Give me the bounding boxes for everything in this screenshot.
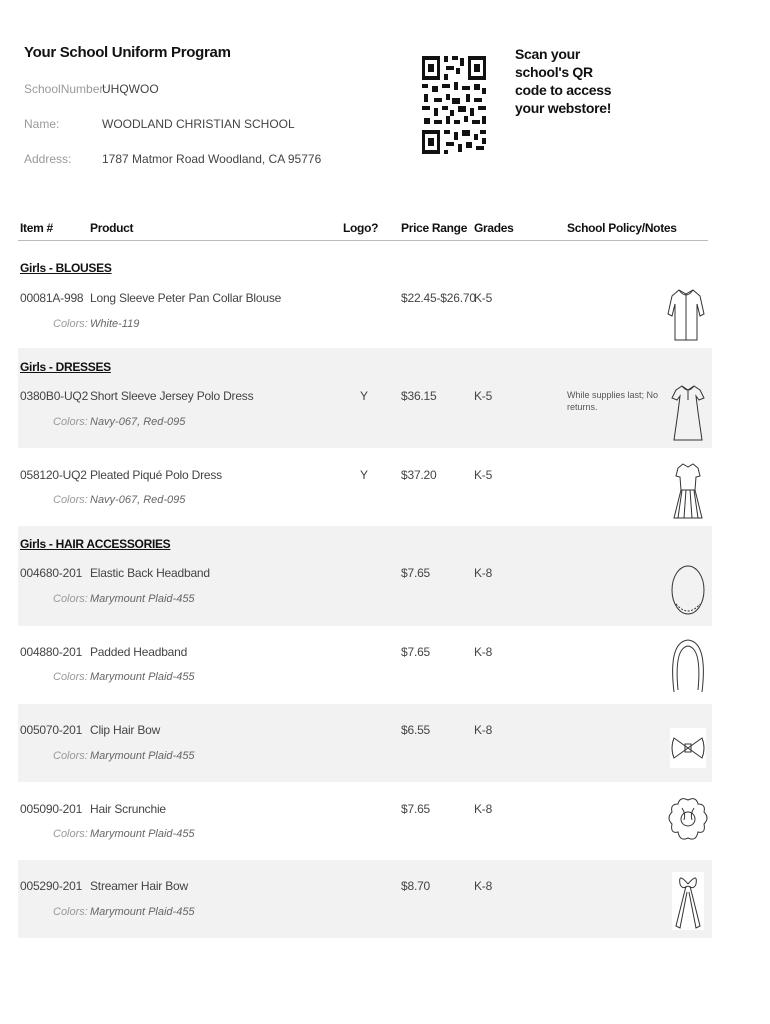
grades: K-8 (474, 802, 493, 816)
colors-value: Navy-067, Red-095 (90, 416, 186, 428)
item-number: 0380B0-UQ2 (20, 389, 89, 403)
colors-value: Marymount Plaid-455 (90, 593, 195, 605)
table-row (18, 280, 712, 348)
pleated-dress-icon (668, 460, 708, 522)
colors-label: Colors: (53, 318, 88, 330)
grades: K-5 (474, 291, 493, 305)
table-row (18, 448, 712, 526)
colors-label: Colors: (53, 416, 88, 428)
table-row (18, 860, 712, 938)
colors-label: Colors: (53, 593, 88, 605)
colors-value: White-119 (90, 318, 140, 330)
policy-note: While supplies last; No returns. (567, 390, 659, 412)
blouse-icon (666, 284, 706, 346)
product-name: Hair Scrunchie (90, 802, 166, 816)
item-number: 004680-201 (20, 566, 83, 580)
logo-flag: Y (360, 468, 368, 482)
grades: K-8 (474, 645, 493, 659)
item-number: 00081A-998 (20, 291, 84, 305)
grades: K-5 (474, 468, 493, 482)
hair-bow-icon (668, 716, 708, 778)
item-number: 004880-201 (20, 645, 83, 659)
colors-value: Marymount Plaid-455 (90, 828, 195, 840)
streamer-bow-icon (668, 870, 708, 932)
item-number: 005090-201 (20, 802, 83, 816)
product-name: Padded Headband (90, 645, 188, 659)
column-header-logo: Logo? (343, 221, 379, 235)
price-range: $7.65 (401, 645, 431, 659)
price-range: $36.15 (401, 389, 437, 403)
grades: K-8 (474, 879, 493, 893)
product-name: Pleated Piqué Polo Dress (90, 468, 222, 482)
colors-value: Marymount Plaid-455 (90, 906, 195, 918)
price-range: $6.55 (401, 723, 431, 737)
table-row (18, 782, 712, 860)
column-header-grades: Grades (474, 221, 514, 235)
school-number-label: SchoolNumber: (24, 82, 107, 96)
item-number: 005070-201 (20, 723, 83, 737)
product-name: Clip Hair Bow (90, 723, 161, 737)
section-title-hair-accessories: Girls - HAIR ACCESSORIES (20, 537, 171, 551)
column-header-notes: School Policy/Notes (567, 221, 677, 235)
table-row (18, 348, 712, 448)
column-header-item: Item # (20, 221, 53, 235)
qr-scan-instructions: Scan your school's QR code to access your webstore! (515, 46, 612, 116)
page-title: Your School Uniform Program (24, 44, 231, 61)
price-range: $37.20 (401, 468, 437, 482)
product-name: Streamer Hair Bow (90, 879, 188, 893)
item-number: 005290-201 (20, 879, 83, 893)
colors-label: Colors: (53, 494, 88, 506)
item-number: 058120-UQ2 (20, 468, 87, 482)
product-name: Elastic Back Headband (90, 566, 210, 580)
price-range: $22.45-$26.70 (401, 291, 476, 305)
elastic-headband-icon (668, 558, 708, 620)
address-value: 1787 Matmor Road Woodland, CA 95776 (102, 152, 322, 166)
scrunchie-icon (668, 790, 708, 852)
polo-dress-icon (668, 382, 708, 444)
colors-value: Navy-067, Red-095 (90, 494, 186, 506)
colors-value: Marymount Plaid-455 (90, 750, 195, 762)
table-row (18, 626, 712, 704)
grades: K-8 (474, 723, 493, 737)
colors-label: Colors: (53, 906, 88, 918)
colors-label: Colors: (53, 671, 88, 683)
table-row (18, 526, 712, 626)
table-row (18, 704, 712, 782)
header-divider (18, 240, 708, 241)
colors-label: Colors: (53, 828, 88, 840)
logo-flag: Y (360, 389, 368, 403)
padded-headband-icon (668, 634, 708, 696)
price-range: $7.65 (401, 802, 431, 816)
colors-value: Marymount Plaid-455 (90, 671, 195, 683)
colors-label: Colors: (53, 750, 88, 762)
qr-code-icon[interactable] (420, 54, 488, 156)
section-title-blouses: Girls - BLOUSES (20, 261, 112, 275)
section-title-dresses: Girls - DRESSES (20, 360, 111, 374)
grades: K-5 (474, 389, 493, 403)
name-label: Name: (24, 117, 60, 131)
column-header-price: Price Range (401, 221, 468, 235)
product-name: Long Sleeve Peter Pan Collar Blouse (90, 291, 282, 305)
name-value: WOODLAND CHRISTIAN SCHOOL (102, 117, 295, 131)
grades: K-8 (474, 566, 493, 580)
school-number-value: UHQWOO (102, 82, 159, 96)
price-range: $7.65 (401, 566, 431, 580)
product-name: Short Sleeve Jersey Polo Dress (90, 389, 254, 403)
price-range: $8.70 (401, 879, 431, 893)
column-header-product: Product (90, 221, 134, 235)
address-label: Address: (24, 152, 72, 166)
